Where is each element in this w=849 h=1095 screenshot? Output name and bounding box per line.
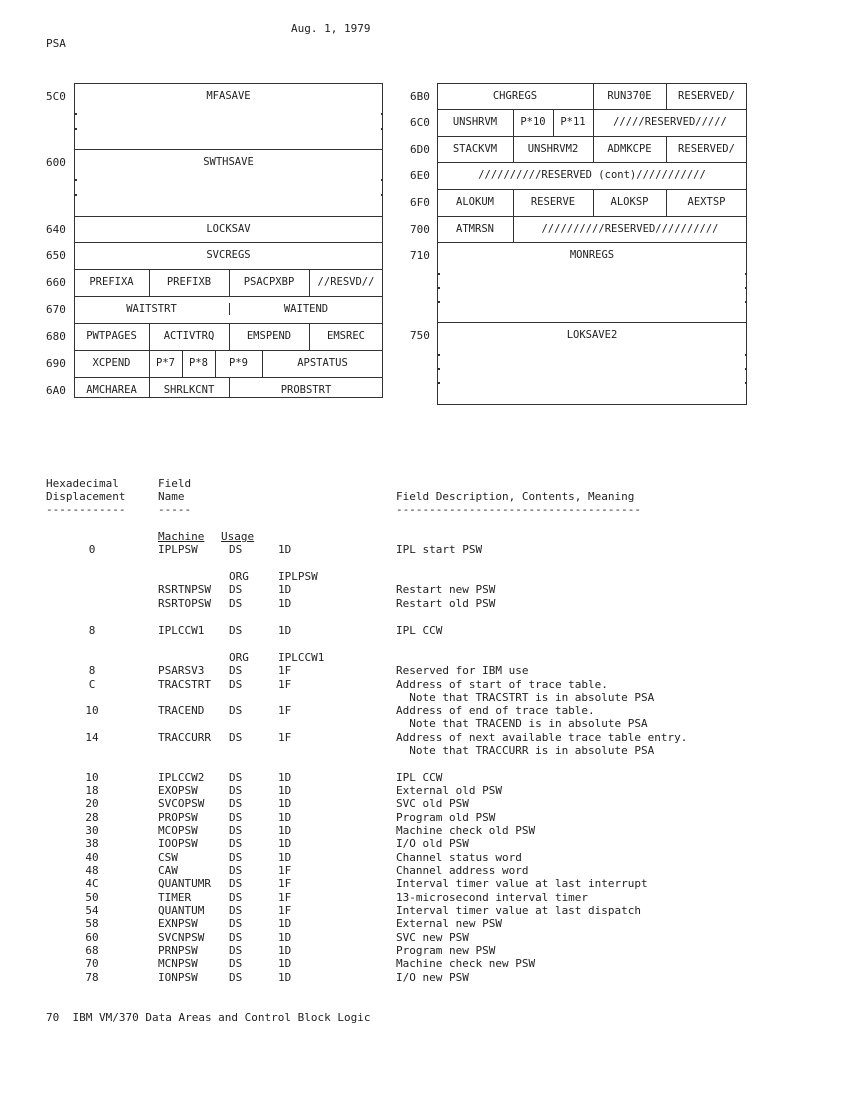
table-row (0, 797, 849, 810)
table-cell-type: ORG (229, 651, 249, 664)
table-cell-desc: 13-microsecond interval timer (396, 891, 589, 904)
table-cell-len: 1D (278, 543, 292, 556)
table-cell-type: DS (229, 917, 243, 930)
table-cell-desc: Machine check old PSW (396, 824, 536, 837)
field-cell: P*7 (156, 357, 175, 369)
table-row (0, 957, 849, 970)
offset-label: 750 (410, 329, 430, 342)
table-cell-name: CSW (158, 851, 178, 864)
table-cell-type: DS (229, 891, 243, 904)
table-row (0, 570, 849, 583)
table-cell-desc: Address of start of trace table. (396, 678, 608, 691)
table-row (0, 597, 849, 610)
field-cell: PREFIXB (166, 276, 212, 288)
table-cell-len: 1D (278, 784, 292, 797)
field-cell: UNSHRVM (452, 116, 498, 128)
table-cell-len: 1D (278, 837, 292, 850)
offset-label: 6B0 (410, 90, 430, 103)
table-cell-name: IOOPSW (158, 837, 198, 850)
offset-label: 6C0 (410, 116, 430, 129)
table-cell-disp: 60 (85, 931, 99, 944)
offset-label: 690 (46, 357, 66, 370)
table-cell-len: 1D (278, 957, 292, 970)
table-cell-disp: 18 (85, 784, 99, 797)
offset-label: 600 (46, 156, 66, 169)
table-cell-disp: 58 (85, 917, 99, 930)
table-cell-type: DS (229, 771, 243, 784)
table-cell-len: 1F (278, 864, 292, 877)
table-row (0, 583, 849, 596)
table-cell-len: 1F (278, 904, 292, 917)
table-cell-name: TRACSTRT (158, 678, 211, 691)
table-cell-disp: 48 (85, 864, 99, 877)
table-cell-name: EXNPSW (158, 917, 198, 930)
table-cell-type: DS (229, 664, 243, 677)
table-row (0, 944, 849, 957)
table-cell-disp: 14 (85, 731, 99, 744)
table-cell-len: 1D (278, 971, 292, 984)
field-cell: //////////RESERVED (cont)/////////// (478, 169, 706, 181)
disp-header-line2: Displacement (46, 490, 126, 503)
field-cell: CHGREGS (492, 90, 538, 102)
field-cell: P*9 (229, 357, 248, 369)
field-cell: RESERVED/ (678, 90, 735, 102)
field-cell: EMSPEND (246, 330, 292, 342)
table-cell-desc: Program old PSW (396, 811, 496, 824)
table-cell-desc: Interval timer value at last interrupt (396, 877, 648, 890)
field-cell: PROBSTRT (280, 384, 332, 396)
table-cell-type: DS (229, 931, 243, 944)
table-row (0, 837, 849, 850)
table-cell-type: DS (229, 731, 243, 744)
table-cell-name: PRNPSW (158, 944, 198, 957)
table-cell-type: DS (229, 851, 243, 864)
table-row (0, 624, 849, 637)
field-cell: AMCHAREA (86, 384, 137, 396)
table-cell-name: CAW (158, 864, 178, 877)
field-cell: STACKVM (452, 143, 498, 155)
table-cell-desc: I/O new PSW (396, 971, 469, 984)
table-cell-desc: Address of next available trace table entry. (396, 731, 688, 744)
offset-label: 670 (46, 303, 66, 316)
field-cell: PSACPXBP (243, 276, 295, 288)
table-cell-name: PSARSV3 (158, 664, 205, 677)
disp-header-rule: ------------ (46, 503, 126, 516)
table-cell-type: ORG (229, 570, 249, 583)
field-cell: LOCKSAV (206, 223, 251, 235)
table-cell-disp: 0 (88, 543, 96, 556)
table-cell-len: 1F (278, 877, 292, 890)
desc-header: Field Description, Contents, Meaning (396, 490, 635, 503)
table-cell-name: RSRTOPSW (158, 597, 211, 610)
table-cell-type: DS (229, 797, 243, 810)
table-cell-disp: 78 (85, 971, 99, 984)
table-cell-len: 1D (278, 797, 292, 810)
offset-label: 6D0 (410, 143, 430, 156)
table-cell-len: IPLPSW (278, 570, 318, 583)
table-cell-type: DS (229, 957, 243, 970)
table-cell-len: 1D (278, 851, 292, 864)
offset-label: 5C0 (46, 90, 66, 103)
field-cell: XCPEND (92, 357, 131, 369)
table-cell-type: DS (229, 597, 243, 610)
field-cell: //////////RESERVED////////// (541, 223, 719, 235)
table-cell-name: EXOPSW (158, 784, 198, 797)
table-cell-len: 1D (278, 931, 292, 944)
table-cell-type: DS (229, 583, 243, 596)
table-cell-len: 1F (278, 891, 292, 904)
table-cell-desc: Note that TRACCURR is in absolute PSA (396, 744, 655, 757)
table-row (0, 851, 849, 864)
usage-header-machine: Machine (158, 530, 205, 543)
field-cell: RESERVED/ (678, 143, 735, 155)
table-cell-desc: Channel address word (396, 864, 529, 877)
table-cell-desc: IPL CCW (396, 624, 443, 637)
table-cell-desc: Restart old PSW (396, 597, 496, 610)
table-cell-type: DS (229, 904, 243, 917)
table-cell-name: IPLCCW1 (158, 624, 205, 637)
desc-header-rule: ------------------------------------- (396, 503, 642, 516)
field-cell: ATMRSN (456, 223, 494, 235)
table-row (0, 678, 849, 691)
field-cell: SWTHSAVE (203, 156, 254, 168)
table-cell-len: 1F (278, 731, 292, 744)
offset-label: 680 (46, 330, 66, 343)
table-row (0, 877, 849, 890)
table-cell-len: 1F (278, 704, 292, 717)
table-cell-desc: Reserved for IBM use (396, 664, 529, 677)
table-cell-desc: SVC old PSW (396, 797, 469, 810)
table-cell-type: DS (229, 543, 243, 556)
field-cell: P*10 (520, 116, 546, 128)
field-cell: ACTIVTRQ (163, 330, 215, 342)
table-cell-disp: 30 (85, 824, 99, 837)
field-cell: AEXTSP (687, 196, 726, 208)
name-header-line2: Name (158, 490, 185, 503)
field-cell: RESERVE (530, 196, 576, 208)
table-cell-len: 1D (278, 811, 292, 824)
table-row (0, 704, 849, 717)
table-cell-len: 1D (278, 583, 292, 596)
table-row (0, 771, 849, 784)
table-cell-disp: 50 (85, 891, 99, 904)
table-row (0, 904, 849, 917)
table-cell-name: SVCNPSW (158, 931, 205, 944)
table-row (0, 891, 849, 904)
name-header-rule: ----- (158, 503, 192, 516)
table-cell-len: 1F (278, 664, 292, 677)
page-footer: 70 IBM VM/370 Data Areas and Control Block Logic (46, 1011, 371, 1024)
table-cell-type: DS (229, 944, 243, 957)
field-cell: /////RESERVED///// (613, 116, 727, 128)
table-cell-type: DS (229, 824, 243, 837)
table-cell-type: DS (229, 784, 243, 797)
table-row (0, 691, 849, 704)
table-cell-desc: IPL start PSW (396, 543, 483, 556)
table-cell-disp: 8 (88, 664, 96, 677)
table-cell-len: IPLCCW1 (278, 651, 325, 664)
offset-label: 650 (46, 249, 66, 262)
table-cell-disp: 10 (85, 771, 99, 784)
table-cell-len: 1D (278, 917, 292, 930)
offset-label: 700 (410, 223, 430, 236)
table-cell-desc: Channel status word (396, 851, 522, 864)
table-row (0, 651, 849, 664)
table-cell-disp: 10 (85, 704, 99, 717)
field-cell: SVCREGS (206, 249, 251, 261)
table-row (0, 717, 849, 730)
table-cell-disp: 8 (88, 624, 96, 637)
table-cell-name: IPLCCW2 (158, 771, 205, 784)
table-cell-disp: 54 (85, 904, 99, 917)
table-cell-desc: Restart new PSW (396, 583, 496, 596)
table-row (0, 744, 849, 757)
usage-header-usage: Usage (221, 530, 255, 543)
table-cell-type: DS (229, 704, 243, 717)
table-cell-disp: 70 (85, 957, 99, 970)
table-cell-len: 1D (278, 624, 292, 637)
table-cell-desc: Machine check new PSW (396, 957, 536, 970)
table-cell-type: DS (229, 811, 243, 824)
table-row (0, 931, 849, 944)
field-cell: WAITSTRT (126, 303, 177, 315)
field-cell: P*8 (189, 357, 208, 369)
field-cell: SHRLKCNT (163, 384, 215, 396)
table-cell-len: 1F (278, 678, 292, 691)
table-cell-name: TIMER (158, 891, 192, 904)
field-cell: P*11 (560, 116, 586, 128)
field-cell: ALOKSP (610, 196, 649, 208)
field-cell: ADMKCPE (607, 143, 652, 155)
table-cell-desc: Interval timer value at last dispatch (396, 904, 642, 917)
table-cell-name: MCOPSW (158, 824, 198, 837)
offset-label: 6A0 (46, 384, 66, 397)
table-cell-name: QUANTUMR (158, 877, 211, 890)
table-cell-desc: SVC new PSW (396, 931, 469, 944)
table-row (0, 811, 849, 824)
field-cell: APSTATUS (297, 357, 348, 369)
table-cell-desc: Program new PSW (396, 944, 496, 957)
field-cell: RUN370E (607, 90, 652, 102)
offset-label: 6E0 (410, 169, 430, 182)
field-cell: UNSHRVM2 (527, 143, 579, 155)
section-title: PSA (46, 37, 66, 50)
table-cell-disp: 68 (85, 944, 99, 957)
table-cell-len: 1D (278, 597, 292, 610)
table-cell-desc: External old PSW (396, 784, 502, 797)
table-row (0, 824, 849, 837)
table-cell-type: DS (229, 877, 243, 890)
table-cell-name: IONPSW (158, 971, 198, 984)
table-cell-name: IPLPSW (158, 543, 198, 556)
offset-label: 660 (46, 276, 66, 289)
field-cell: MFASAVE (206, 90, 251, 102)
table-cell-disp: 4C (85, 877, 99, 890)
table-cell-type: DS (229, 971, 243, 984)
table-cell-name: TRACEND (158, 704, 205, 717)
table-cell-desc: External new PSW (396, 917, 502, 930)
table-cell-desc: IPL CCW (396, 771, 443, 784)
disp-header-line1: Hexadecimal (46, 477, 119, 490)
field-cell: WAITEND (283, 303, 329, 315)
table-cell-desc: Note that TRACEND is in absolute PSA (396, 717, 648, 730)
table-row (0, 731, 849, 744)
table-cell-len: 1D (278, 944, 292, 957)
table-row (0, 543, 849, 556)
table-cell-desc: Note that TRACSTRT is in absolute PSA (396, 691, 655, 704)
table-cell-name: TRACCURR (158, 731, 211, 744)
table-cell-name: RSRTNPSW (158, 583, 211, 596)
table-cell-disp: 28 (85, 811, 99, 824)
table-cell-name: MCNPSW (158, 957, 198, 970)
field-cell: MONREGS (569, 249, 615, 261)
page-date: Aug. 1, 1979 (291, 22, 371, 35)
table-row (0, 917, 849, 930)
table-row (0, 664, 849, 677)
field-cell: PWTPAGES (86, 330, 137, 342)
table-cell-name: SVCOPSW (158, 797, 205, 810)
table-cell-disp: 40 (85, 851, 99, 864)
offset-label: 640 (46, 223, 66, 236)
table-row (0, 971, 849, 984)
offset-label: 710 (410, 249, 430, 262)
table-cell-disp: 38 (85, 837, 99, 850)
field-cell: //RESVD// (317, 276, 375, 288)
field-cell: ALOKUM (456, 196, 494, 208)
table-cell-len: 1D (278, 824, 292, 837)
field-cell: EMSREC (327, 330, 365, 342)
table-cell-len: 1D (278, 771, 292, 784)
table-cell-disp: C (88, 678, 96, 691)
table-cell-type: DS (229, 624, 243, 637)
table-cell-type: DS (229, 864, 243, 877)
offset-label: 6F0 (410, 196, 430, 209)
field-cell: PREFIXA (89, 276, 134, 288)
table-cell-name: QUANTUM (158, 904, 205, 917)
table-cell-desc: Address of end of trace table. (396, 704, 595, 717)
table-row (0, 864, 849, 877)
field-cell: LOKSAVE2 (566, 329, 618, 341)
name-header-line1: Field (158, 477, 192, 490)
table-row (0, 784, 849, 797)
table-cell-type: DS (229, 678, 243, 691)
table-cell-disp: 20 (85, 797, 99, 810)
table-cell-desc: I/O old PSW (396, 837, 469, 850)
table-cell-type: DS (229, 837, 243, 850)
table-cell-name: PROPSW (158, 811, 198, 824)
